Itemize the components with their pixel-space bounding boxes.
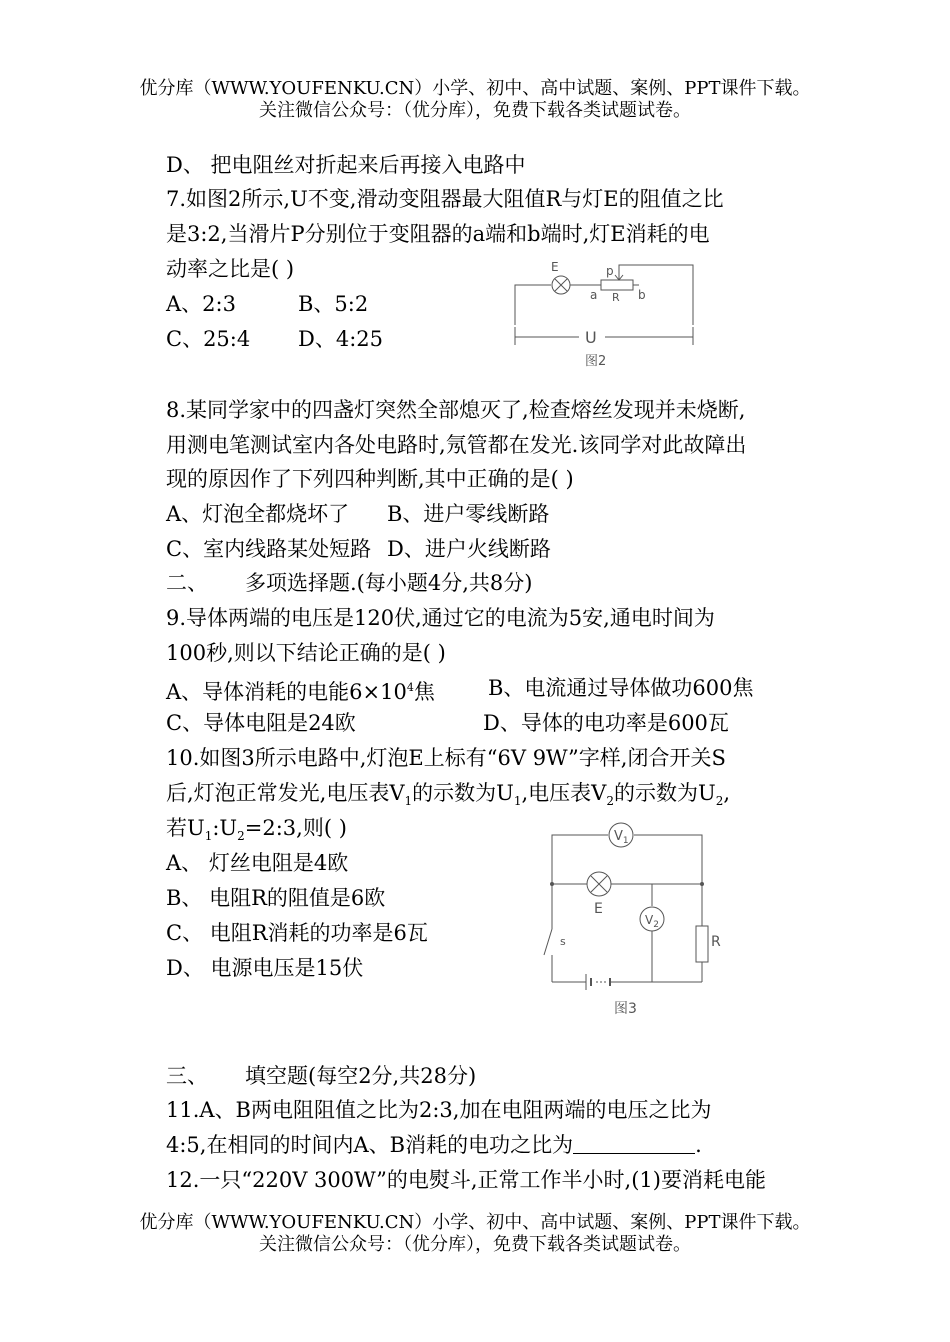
fig2-label-r: R [612,291,620,304]
q7-line-1: 7.如图2所示,U不变,滑动变阻器最大阻值R与灯E的阻值之比 [166,187,724,211]
section-3-title: 填空题(每空2分,共28分) [245,1064,477,1088]
fig2-rheostat [601,280,633,290]
q7-line-3: 动率之比是( ) [166,257,295,281]
q10-line-2: 后,灯泡正常发光,电压表$V_1$的示数为$U_1$,电压表$V_2$的示数为$U_2$, [166,781,731,809]
q7-option-d: D、4:25 [298,327,383,351]
fig3-label-v1: $V_1$ [614,829,629,846]
fig3-label-r: R [711,934,721,950]
figure-2-circuit [505,255,705,370]
fig2-slider-wire [619,265,693,325]
q9-option-d: D、导体的电功率是600瓦 [483,711,729,735]
q8-line-3: 现的原因作了下列四种判断,其中正确的是( ) [166,467,574,491]
q7-line-2: 是3:2,当滑片P分别位于变阻器的a端和b端时,灯E消耗的电 [166,222,710,246]
q8-option-a: A、灯泡全都烧坏了 [166,502,350,526]
fig3-label-e: E [594,901,603,917]
fig2-wire-left [515,285,551,325]
fig3-resistor-r [696,926,708,962]
header-line-1: 优分库（WWW.YOUFENKU.CN）小学、初中、高中试题、案例、PPT课件下载。 [139,78,811,99]
q10-line-3: 若$U_1:U_2=2:3$,则( ) [166,816,347,844]
fig2-label-a: a [590,288,598,302]
q8-line-2: 用测电笔测试室内各处电路时,氖管都在发光.该同学对此故障出 [166,433,747,457]
q10-option-b: B、 电阻R的阻值是6欧 [166,886,386,910]
q7-option-c: C、25:4 [166,327,251,351]
fig3-label-s: s [560,935,566,948]
q11-line-2: 4:5,在相同的时间内A、B消耗的电功之比为 . [166,1133,702,1157]
q11-line-1: 11.A、B两电阻阻值之比为2:3,加在电阻两端的电压之比为 [166,1098,712,1122]
fig3-label-v2: $V_2$ [645,913,659,930]
figure-3-circuit [530,815,730,1020]
footer-line-2: 关注微信公众号：（优分库），免费下载各类试题试卷。 [259,1234,691,1255]
q11-answer-blank[interactable] [573,1133,695,1154]
fig3-caption: 图3 [614,1001,637,1017]
q7-option-b: B、5:2 [298,292,369,316]
q7-option-a: A、2:3 [166,292,236,316]
q9-line-1: 9.导体两端的电压是120伏,通过它的电流为5安,通电时间为 [166,606,715,630]
q9-line-2: 100秒,则以下结论正确的是( ) [166,641,446,665]
fig3-switch-s [544,929,552,955]
q9-option-b: B、电流通过导体做功600焦 [488,676,754,700]
q9-option-a: A、导体消耗的电能$6\times 10^4$焦 [166,680,435,704]
fig2-label-u: U [585,328,597,347]
section-3-number: 三、 [166,1064,208,1088]
q12-line-1: 12.一只“220V 300W”的电熨斗,正常工作半小时,(1)要消耗电能 [166,1168,766,1192]
header-line-2: 关注微信公众号：（优分库），免费下载各类试题试卷。 [259,100,691,121]
q10-line-1: 10.如图3所示电路中,灯泡E上标有“6V 9W”字样,闭合开关S [166,746,726,770]
q10-option-c: C、 电阻R消耗的功率是6瓦 [166,921,428,945]
q9-option-c: C、导体电阻是24欧 [166,711,356,735]
section-2-title: 多项选择题.(每小题4分,共8分) [245,571,533,595]
fig2-label-e: E [551,260,559,274]
q6-option-d: D、 把电阻丝对折起来后再接入电路中 [166,153,526,177]
q10-option-d: D、 电源电压是15伏 [166,956,364,980]
q8-option-c: C、室内线路某处短路 [166,537,372,561]
footer-line-1: 优分库（WWW.YOUFENKU.CN）小学、初中、高中试题、案例、PPT课件下载。 [139,1212,811,1233]
section-2-number: 二、 [166,571,208,595]
q8-option-d: D、进户火线断路 [387,537,551,561]
fig2-label-p: p [606,264,614,278]
q8-line-1: 8.某同学家中的四盏灯突然全部熄灭了,检查熔丝发现并未烧断, [166,398,746,422]
q10-option-a: A、 灯丝电阻是4欧 [166,851,349,875]
q8-option-b: B、进户零线断路 [387,502,550,526]
fig2-label-b: b [638,288,646,302]
fig2-caption: 图2 [585,354,607,369]
